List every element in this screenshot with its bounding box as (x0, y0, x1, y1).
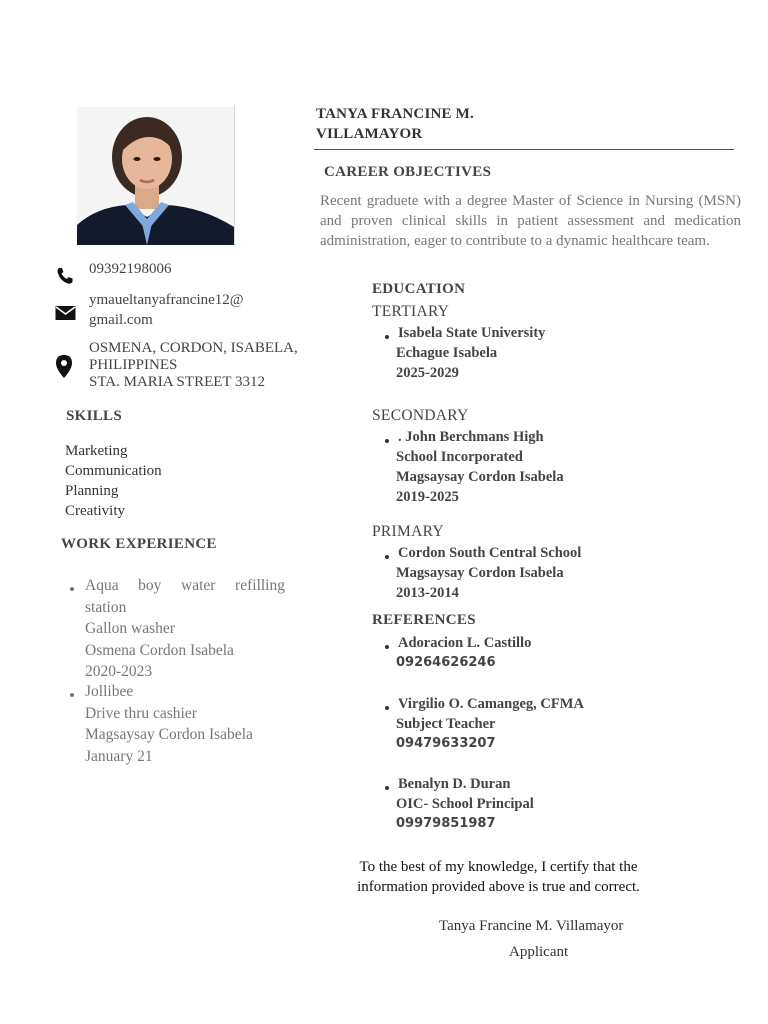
job-2-role: Drive thru cashier (85, 704, 197, 722)
reference-2-phone: 09479633207 (396, 736, 496, 751)
reference-1 (396, 633, 531, 673)
job-1-company-cont: station (85, 598, 127, 616)
job-2-date: January 21 (85, 747, 153, 765)
skill-item: Creativity (65, 503, 125, 519)
skills-heading: SKILLS (66, 408, 122, 424)
reference-3-name: Benalyn D. Duran (398, 776, 511, 792)
tertiary-years: 2025-2029 (396, 365, 459, 381)
location-pin-icon (55, 355, 75, 375)
bullet (70, 693, 74, 697)
profile-photo (77, 107, 234, 245)
reference-3-phone: 09979851987 (396, 816, 496, 831)
tertiary-entry (396, 323, 545, 383)
reference-3 (396, 774, 534, 834)
primary-place: Magsaysay Cordon Isabela (396, 565, 564, 581)
address-line-1: OSMENA, CORDON, ISABELA, (89, 340, 298, 356)
reference-1-name: Adoracion L. Castillo (398, 635, 532, 651)
secondary-label: SECONDARY (372, 407, 469, 424)
name-line-1: TANYA FRANCINE M. (316, 106, 474, 122)
skills-list (65, 441, 162, 521)
reference-2-name: Virgilio O. Camangeg, CFMA (398, 696, 584, 712)
header-rule (314, 149, 734, 150)
signature-role: Applicant (509, 944, 569, 960)
tertiary-school: Isabela State University (398, 325, 546, 341)
address (89, 340, 298, 391)
job-1-role: Gallon washer (85, 620, 175, 637)
reference-2-title: Subject Teacher (396, 716, 496, 732)
primary-school: Cordon South Central School (398, 545, 582, 561)
primary-years: 2013-2014 (396, 585, 459, 601)
certification-statement: To the best of my knowledge, I certify that the information provided above is true and correct. (357, 859, 640, 895)
skill-item: Marketing (65, 443, 128, 459)
skill-item: Planning (65, 483, 119, 499)
mail-icon (55, 305, 75, 325)
primary-label: PRIMARY (372, 523, 444, 540)
tertiary-place: Echague Isabela (396, 345, 498, 361)
references-heading: REFERENCES (372, 612, 476, 628)
career-heading: CAREER OBJECTIVES (324, 164, 492, 180)
job-2 (85, 681, 295, 767)
address-line-2: PHILIPPINES (89, 357, 178, 373)
reference-1-phone: 09264626246 (396, 655, 496, 670)
job-1 (85, 575, 285, 683)
education-heading: EDUCATION (372, 281, 466, 297)
phone-number: 09392198006 (89, 261, 172, 277)
phone-icon (55, 266, 75, 286)
job-1-place: Osmena Cordon Isabela (85, 641, 234, 659)
email-line-2: gmail.com (89, 312, 153, 328)
career-text: Recent graduete with a degree Master of Science in Nursing (MSN) and proven clinical skills in patient assessment and medication administration, eager to contribute to a dynamic healthcare team. (320, 193, 741, 249)
signature-name: Tanya Francine M. Villamayor (439, 918, 624, 934)
bullet (70, 587, 74, 591)
photo-divider (234, 105, 235, 245)
reference-3-title: OIC- School Principal (396, 796, 534, 812)
secondary-years: 2019-2025 (396, 489, 459, 505)
skill-item: Communication (65, 463, 162, 479)
email-line-1: ymaueltanyafrancine12@ (89, 292, 244, 308)
secondary-place: Magsaysay Cordon Isabela (396, 469, 564, 485)
bullet (385, 439, 389, 443)
bullet (385, 645, 389, 649)
reference-2 (396, 694, 584, 754)
applicant-name (316, 104, 474, 144)
secondary-school-line-2: School Incorporated (396, 449, 523, 465)
job-1-date: 2020-2023 (85, 663, 153, 680)
job-2-company: Jollibee (85, 683, 134, 700)
secondary-school-line-1: . John Berchmans High (398, 429, 544, 445)
job-2-place: Magsaysay Cordon Isabela (85, 726, 253, 743)
secondary-entry (396, 427, 564, 507)
bullet (385, 555, 389, 559)
name-line-2: VILLAMAYOR (316, 126, 423, 142)
address-line-3: STA. MARIA STREET 3312 (89, 374, 266, 390)
bullet (385, 706, 389, 710)
work-heading: WORK EXPERIENCE (61, 536, 217, 552)
job-1-company: Aqua boy water refilling (85, 577, 285, 594)
email-address (89, 292, 244, 329)
primary-entry (396, 543, 581, 603)
bullet (385, 335, 389, 339)
bullet (385, 786, 389, 790)
tertiary-label: TERTIARY (372, 303, 450, 320)
